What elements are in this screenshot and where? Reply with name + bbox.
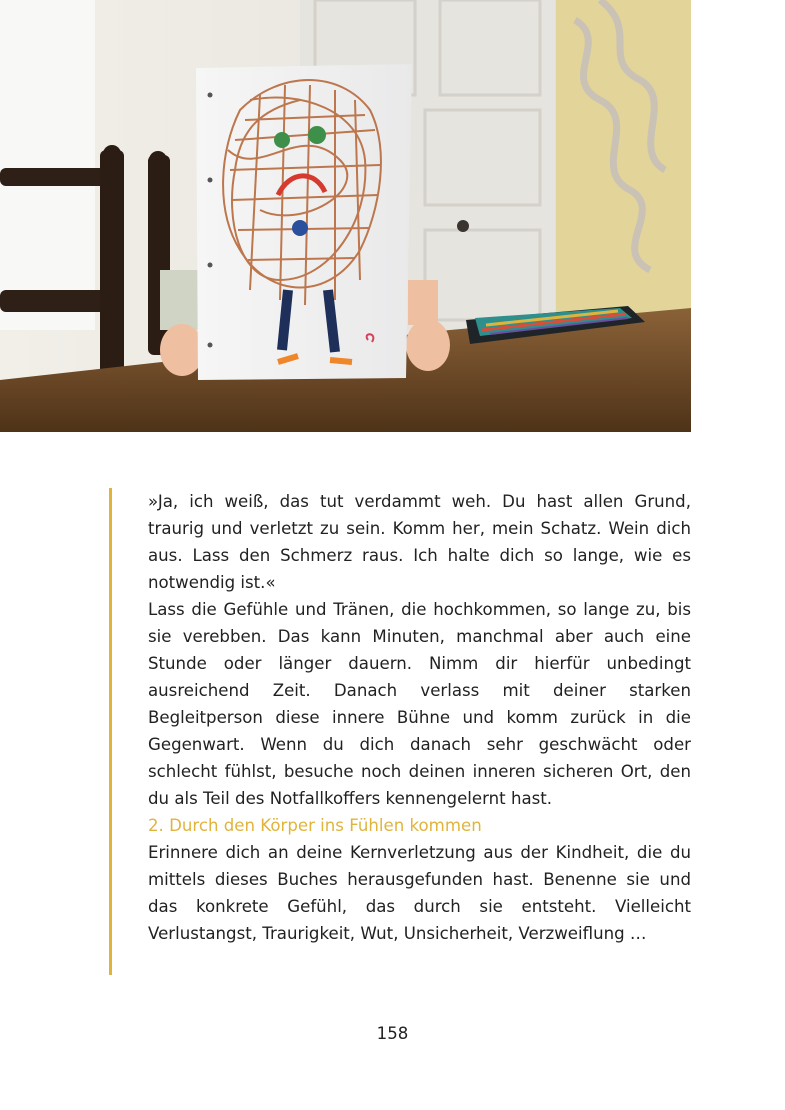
text-block	[148, 488, 691, 947]
page-number: 158	[376, 1024, 409, 1043]
body-paragraph-1: Lass die Gefühle und Tränen, die hochkommen, so lange zu, bis sie verebben. Das kann Minuten, manchmal aber auch eine Stunde oder länger dauern. Nimm dir hierfür unbedingt ausreichend Zeit. Danach verlass mit deiner starken Begleitperson diese innere Bühne und komm zurück in die Gegenwart. Wenn du dich danach sehr geschwächt oder schlecht fühlst, besuche noch deinen inneren sicheren Ort, den du als Teil des Notfallkoffers kennengelernt hast.	[148, 600, 691, 808]
main-text-section	[109, 488, 691, 947]
accent-bar	[109, 488, 112, 975]
quote-paragraph: »Ja, ich weiß, das tut verdammt weh. Du hast allen Grund, traurig und verletzt zu sein. Komm her, mein Schatz. Wein dich aus. Lass den Schmerz raus. Ich halte dich so lange, wie es notwendig ist.«	[148, 492, 691, 592]
body-paragraph-2: Erinnere dich an deine Kernverletzung aus der Kindheit, die du mittels dieses Buches herausgefunden hast. Benenne sie und das konkrete Gefühl, das durch sie entsteht. Vielleicht Verlustangst, Traurigkeit, Wut, Unsicherheit, Verzweiflung …	[148, 843, 691, 943]
section-heading: 2. Durch den Körper ins Fühlen kommen	[148, 816, 482, 835]
child-drawing-photo-icon	[0, 0, 691, 432]
child-drawing-photo	[0, 0, 691, 432]
